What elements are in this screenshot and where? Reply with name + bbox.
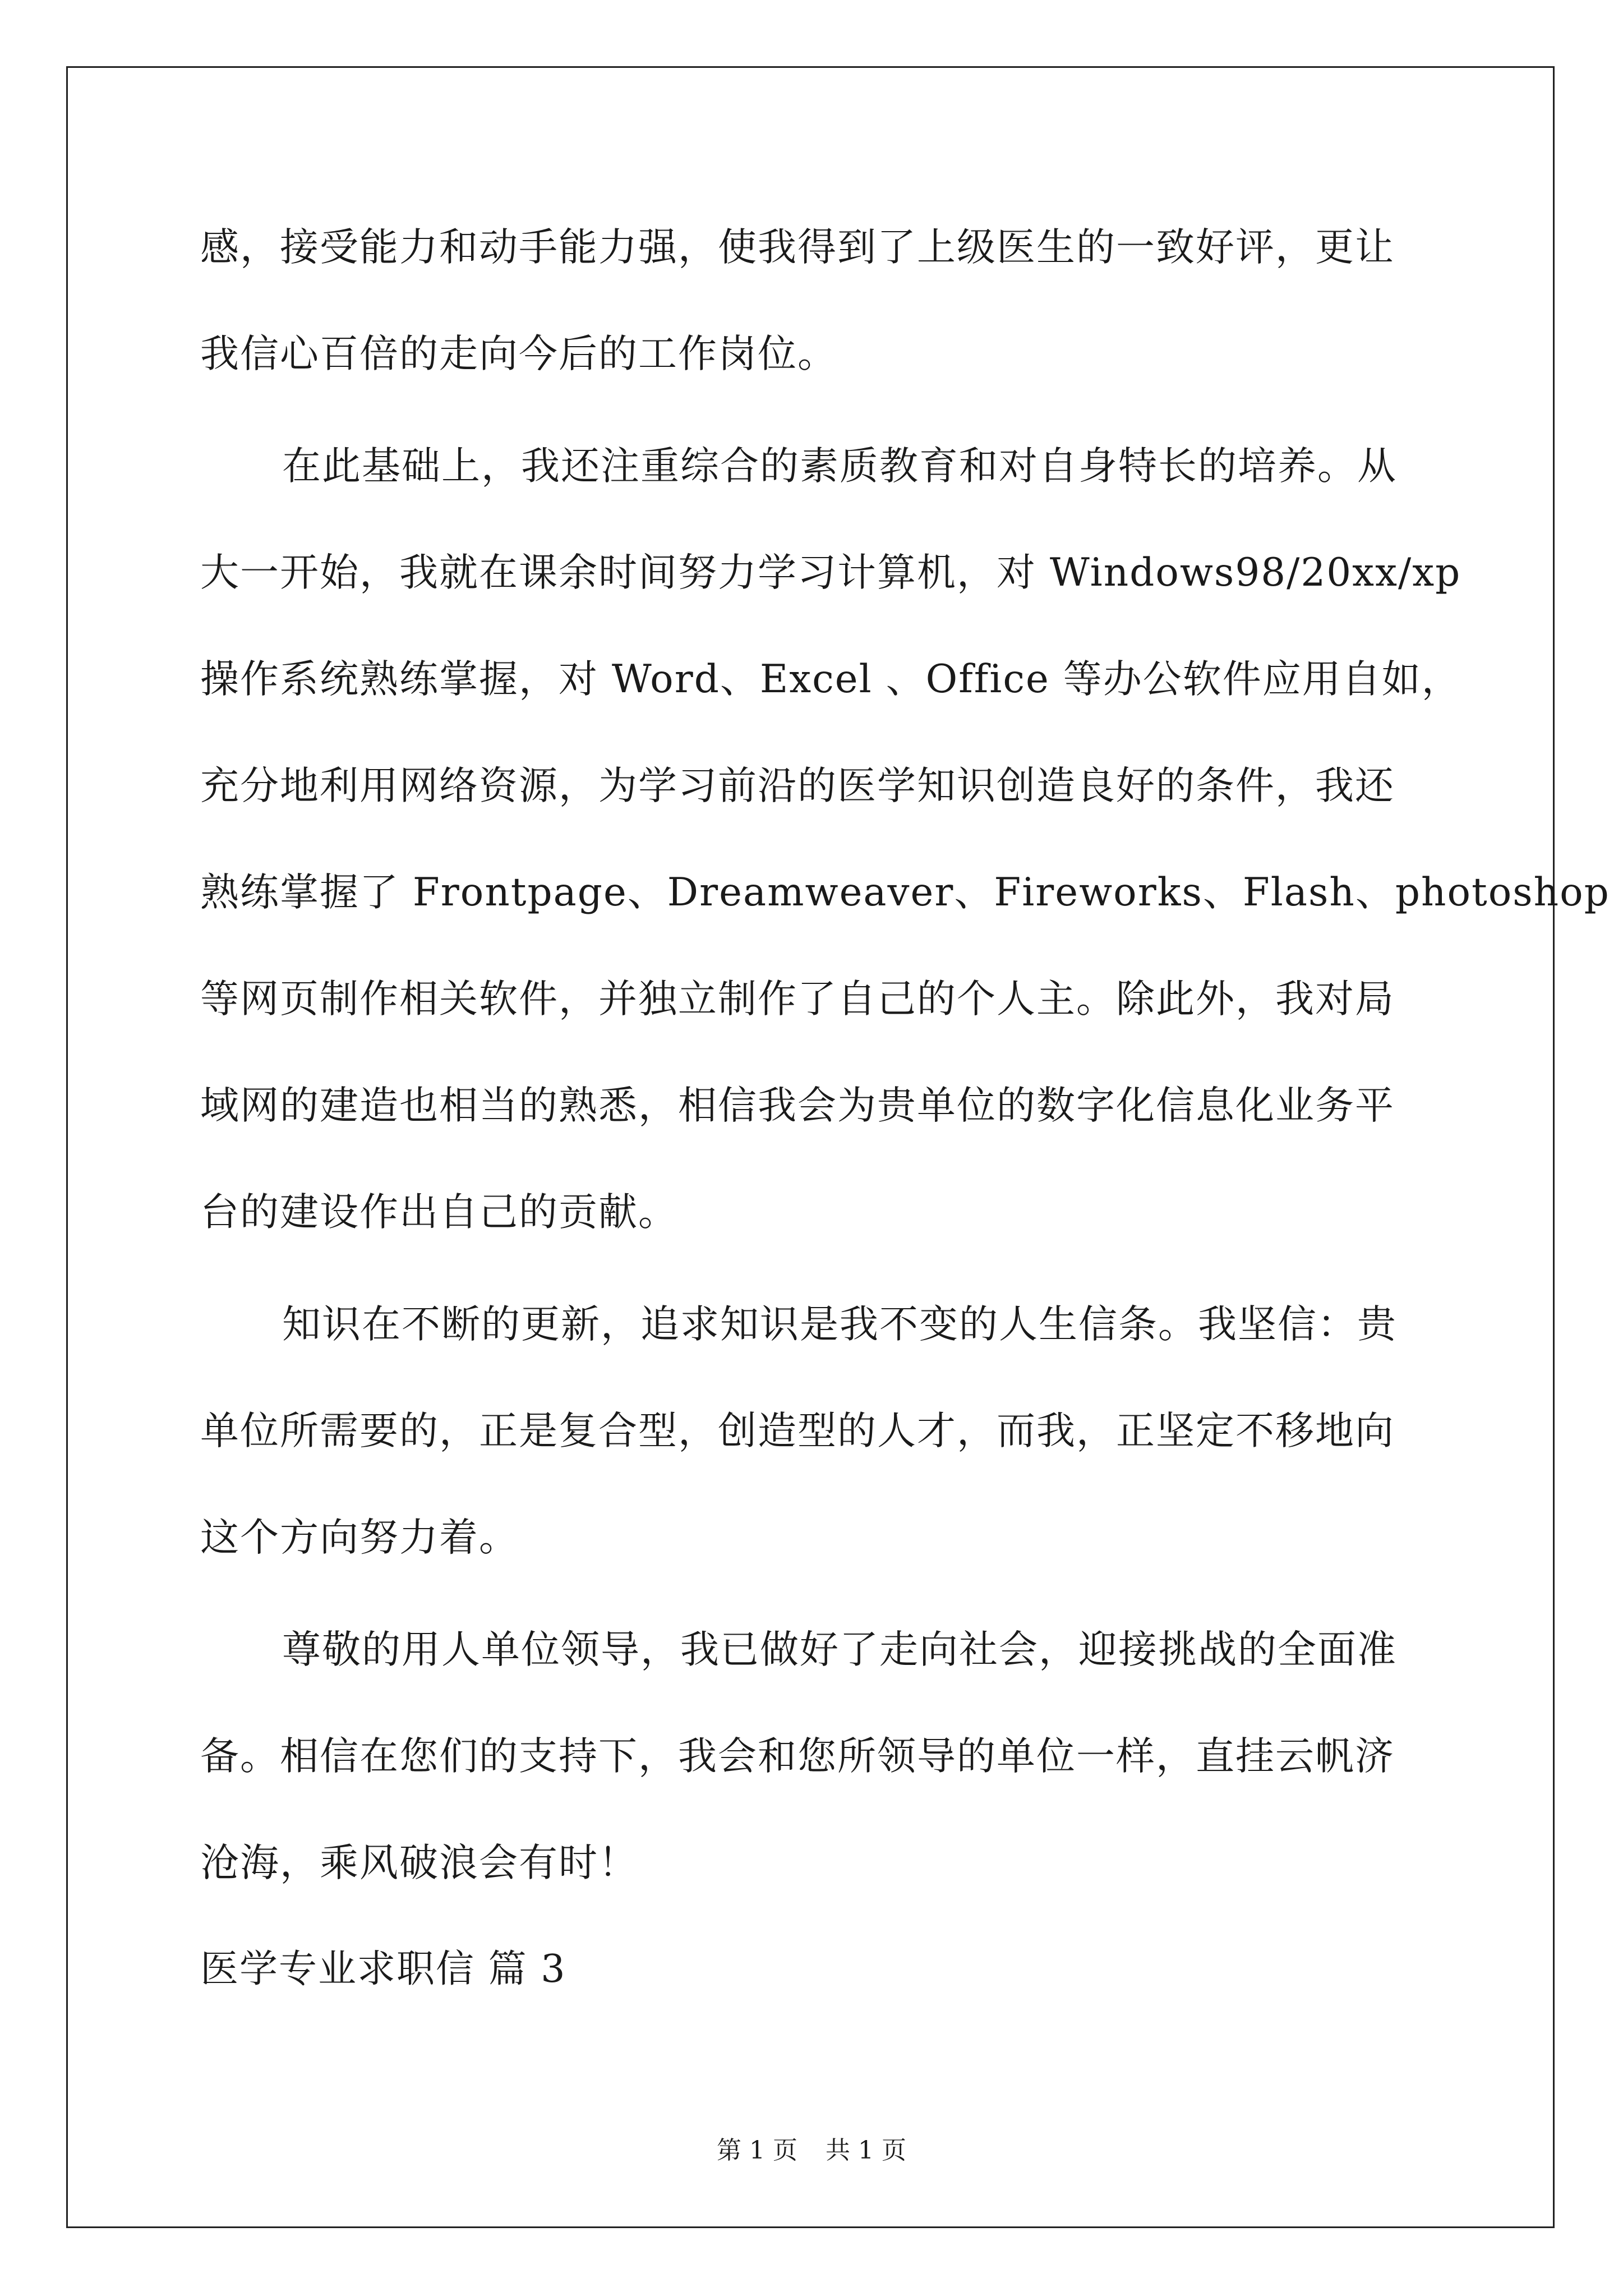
paragraph-line: 单位所需要的，正是复合型，创造型的人才，而我，正坚定不移地向 bbox=[200, 1409, 1395, 1453]
paragraph-line: 熟练掌握了 Frontpage、Dreamweaver、Fireworks、Flash、photoshop bbox=[200, 870, 1610, 915]
page-total: 共 1 页 bbox=[826, 2136, 906, 2165]
paragraph-line: 沧海，乘风破浪会有时！ bbox=[200, 1841, 638, 1885]
page-frame bbox=[66, 66, 1555, 2228]
paragraph-line: 备。相信在您们的支持下，我会和您所领导的单位一样，直挂云帆济 bbox=[200, 1734, 1395, 1779]
paragraph-line: 感，接受能力和动手能力强，使我得到了上级医生的一致好评，更让 bbox=[200, 225, 1395, 270]
section-heading: 医学专业求职信 篇 3 bbox=[200, 1947, 566, 1991]
paragraph-line: 这个方向努力着。 bbox=[200, 1515, 519, 1560]
paragraph-line: 等网页制作相关软件，并独立制作了自己的个人主。除此外，我对局 bbox=[200, 977, 1395, 1022]
paragraph-line: 尊敬的用人单位领导，我已做好了走向社会，迎接挑战的全面准 bbox=[282, 1627, 1397, 1672]
paragraph-line: 域网的建造也相当的熟悉，相信我会为贵单位的数字化信息化业务平 bbox=[200, 1083, 1395, 1128]
paragraph-line: 在此基础上，我还注重综合的素质教育和对自身特长的培养。从 bbox=[282, 444, 1397, 489]
paragraph-line: 充分地利用网络资源，为学习前沿的医学知识创造良好的条件，我还 bbox=[200, 763, 1395, 808]
paragraph-line: 台的建设作出自己的贡献。 bbox=[200, 1190, 678, 1235]
page-footer bbox=[0, 2138, 1623, 2163]
page-number: 第 1 页 bbox=[717, 2136, 797, 2165]
paragraph-line: 知识在不断的更新，追求知识是我不变的人生信条。我坚信：贵 bbox=[282, 1302, 1397, 1347]
paragraph-line: 大一开始，我就在课余时间努力学习计算机，对 Windows98/20xx/xp bbox=[200, 550, 1461, 595]
paragraph-line: 我信心百倍的走向今后的工作岗位。 bbox=[200, 332, 837, 376]
paragraph-line: 操作系统熟练掌握，对 Word、Excel 、Office 等办公软件应用自如， bbox=[200, 657, 1461, 702]
